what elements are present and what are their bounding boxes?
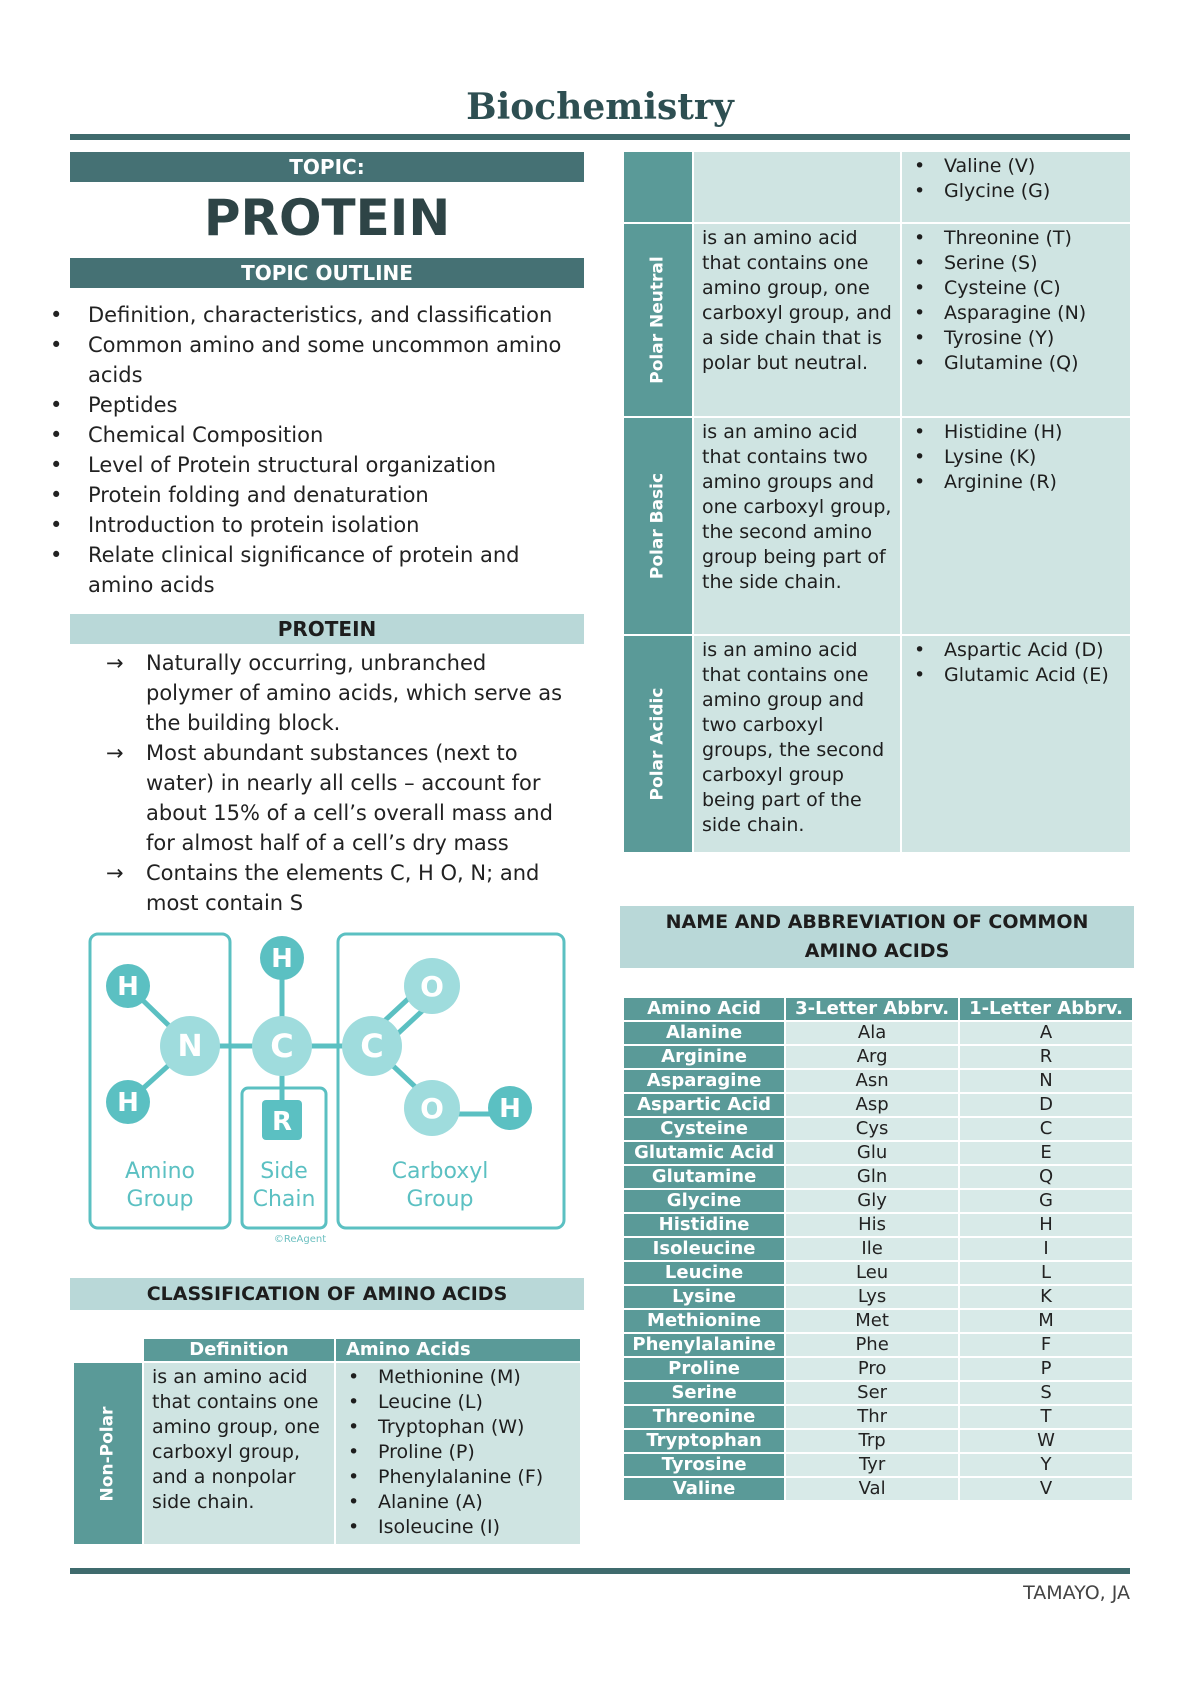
amino-acid-structure-diagram: [70, 928, 584, 1248]
list-item: • Leucine (L): [342, 1390, 576, 1415]
three-letter-abbr: Met: [786, 1310, 958, 1332]
classification-heading: CLASSIFICATION OF AMINO ACIDS: [70, 1278, 584, 1310]
carboxyl-group-label-1: Carboxyl: [391, 1159, 489, 1184]
one-letter-abbr: P: [960, 1358, 1132, 1380]
three-letter-abbr: Glu: [786, 1142, 958, 1164]
three-letter-abbr: Val: [786, 1478, 958, 1500]
one-letter-abbr: A: [960, 1022, 1132, 1044]
category-polar-basic: Polar Basic: [624, 418, 692, 634]
amino-acid-name: Lysine: [624, 1286, 784, 1308]
col-3-letter: 3-Letter Abbrv.: [786, 998, 958, 1020]
svg-text:H: H: [117, 972, 139, 1002]
three-letter-abbr: His: [786, 1214, 958, 1236]
polar-acidic-definition: is an amino acid that contains one amino group and two carboxyl groups, the second carboxyl group being part of the side chain.: [694, 636, 900, 852]
table-row: [624, 1310, 1132, 1332]
atom-h-top: [260, 936, 304, 980]
amino-acid-name: Tryptophan: [624, 1430, 784, 1452]
three-letter-abbr: Arg: [786, 1046, 958, 1068]
outline-item: • Peptides: [50, 390, 580, 420]
list-item: • Histidine (H): [908, 420, 1126, 445]
outline-list: [50, 300, 580, 600]
polar-basic-acids: [908, 420, 1126, 495]
abbreviation-heading: NAME AND ABBREVIATION OF COMMON AMINO ACIDS: [620, 906, 1134, 968]
svg-text:O: O: [420, 1092, 444, 1125]
svg-text:N: N: [177, 1029, 203, 1064]
three-letter-abbr: Ser: [786, 1382, 958, 1404]
amino-acid-name: Cysteine: [624, 1118, 784, 1140]
topic-name: PROTEIN: [203, 189, 451, 247]
table-row: [624, 1046, 1132, 1068]
one-letter-abbr: N: [960, 1070, 1132, 1092]
amino-acid-name: Serine: [624, 1382, 784, 1404]
three-letter-abbr: Ala: [786, 1022, 958, 1044]
polar-acidic-acids: [908, 638, 1126, 688]
list-item: • Cysteine (C): [908, 276, 1126, 301]
table-row: [624, 1358, 1132, 1380]
outline-item: • Chemical Composition: [50, 420, 580, 450]
amino-acid-name: Tyrosine: [624, 1454, 784, 1476]
svg-text:H: H: [499, 1094, 521, 1124]
list-item: • Lysine (K): [908, 445, 1126, 470]
amino-acid-name: Glutamine: [624, 1166, 784, 1188]
amino-acid-name: Asparagine: [624, 1070, 784, 1092]
amino-acid-name: Glutamic Acid: [624, 1142, 784, 1164]
three-letter-abbr: Thr: [786, 1406, 958, 1428]
amino-acid-name: Valine: [624, 1478, 784, 1500]
three-letter-abbr: Lys: [786, 1286, 958, 1308]
table-row: [624, 1070, 1132, 1092]
three-letter-abbr: Leu: [786, 1262, 958, 1284]
side-chain-label-2: Chain: [252, 1187, 316, 1212]
one-letter-abbr: Y: [960, 1454, 1132, 1476]
outline-item: • Relate clinical significance of protein and amino acids: [50, 540, 580, 600]
topic-label-bar: TOPIC:: [70, 152, 584, 182]
three-letter-abbr: Cys: [786, 1118, 958, 1140]
table-row: [624, 1214, 1132, 1236]
list-item: • Tryptophan (W): [342, 1415, 576, 1440]
list-item: • Proline (P): [342, 1440, 576, 1465]
one-letter-abbr: L: [960, 1262, 1132, 1284]
list-item: • Arginine (R): [908, 470, 1126, 495]
category-nonpolar-continued: [624, 152, 692, 222]
nonpolar-definition: is an amino acid that contains one amino group, one carboxyl group, and a nonpolar side chain.: [144, 1363, 334, 1544]
three-letter-abbr: Asn: [786, 1070, 958, 1092]
one-letter-abbr: E: [960, 1142, 1132, 1164]
one-letter-abbr: S: [960, 1382, 1132, 1404]
amino-acid-name: Phenylalanine: [624, 1334, 784, 1356]
category-polar-neutral: Polar Neutral: [624, 224, 692, 416]
three-letter-abbr: Phe: [786, 1334, 958, 1356]
list-item: • Methionine (M): [342, 1365, 576, 1390]
amino-acid-name: Arginine: [624, 1046, 784, 1068]
amino-group-label-1: Amino: [125, 1159, 195, 1184]
table-row: [624, 1022, 1132, 1044]
protein-point: → Contains the elements C, H O, N; and most contain S: [106, 858, 576, 918]
one-letter-abbr: Q: [960, 1166, 1132, 1188]
protein-points: [106, 648, 576, 918]
polar-neutral-definition: is an amino acid that contains one amino group, one carboxyl group, and a side chain that is polar but neutral.: [694, 224, 900, 416]
three-letter-abbr: Asp: [786, 1094, 958, 1116]
list-item: • Glycine (G): [908, 179, 1126, 204]
protein-point: → Naturally occurring, unbranched polymer of amino acids, which serve as the building block.: [106, 648, 576, 738]
outline-item: • Definition, characteristics, and classification: [50, 300, 580, 330]
table-row: [624, 1406, 1132, 1428]
amino-acid-name: Leucine: [624, 1262, 784, 1284]
atom-r: [262, 1100, 302, 1140]
one-letter-abbr: T: [960, 1406, 1132, 1428]
one-letter-abbr: H: [960, 1214, 1132, 1236]
table-row: [624, 1118, 1132, 1140]
abbreviation-rows: [624, 1022, 1132, 1500]
outline-heading: TOPIC OUTLINE: [70, 258, 584, 288]
amino-group-label-2: Group: [126, 1187, 194, 1212]
one-letter-abbr: I: [960, 1238, 1132, 1260]
diagram-credit: ©ReAgent: [273, 1234, 327, 1245]
atom-c-carboxyl: [342, 1016, 402, 1076]
table-row: [624, 1238, 1132, 1260]
svg-text:C: C: [270, 1027, 294, 1065]
table-row: [624, 1094, 1132, 1116]
three-letter-abbr: Trp: [786, 1430, 958, 1452]
protein-point: → Most abundant substances (next to water) in nearly all cells – account for about 15% of a cell’s overall mass and for almost half of a cell’s dry mass: [106, 738, 576, 858]
three-letter-abbr: Tyr: [786, 1454, 958, 1476]
one-letter-abbr: W: [960, 1430, 1132, 1452]
list-item: • Glutamine (Q): [908, 351, 1126, 376]
table-row: [624, 1142, 1132, 1164]
carboxyl-group-label-2: Group: [406, 1187, 474, 1212]
list-item: • Glutamic Acid (E): [908, 663, 1126, 688]
three-letter-abbr: Gly: [786, 1190, 958, 1212]
outline-item: • Level of Protein structural organization: [50, 450, 580, 480]
col-1-letter: 1-Letter Abbrv.: [960, 998, 1132, 1020]
amino-acid-name: Proline: [624, 1358, 784, 1380]
amino-acid-name: Alanine: [624, 1022, 784, 1044]
polar-basic-definition: is an amino acid that contains two amino groups and one carboxyl group, the second amino group being part of the side chain.: [694, 418, 900, 634]
list-item: • Asparagine (N): [908, 301, 1126, 326]
atom-c-alpha: [252, 1016, 312, 1076]
nonpolar-acids-continued: [908, 154, 1126, 204]
list-item: • Phenylalanine (F): [342, 1465, 576, 1490]
one-letter-abbr: K: [960, 1286, 1132, 1308]
amino-acid-name: Histidine: [624, 1214, 784, 1236]
classification-table-right: [622, 150, 1132, 854]
footer-author: TAMAYO, JA: [1023, 1582, 1130, 1604]
atom-h-hydroxyl: [488, 1086, 532, 1130]
protein-heading: PROTEIN: [70, 614, 584, 644]
one-letter-abbr: V: [960, 1478, 1132, 1500]
footer-rule: [70, 1568, 1130, 1574]
svg-text:H: H: [271, 944, 293, 974]
table-row: [624, 1382, 1132, 1404]
nonpolar-acids: [342, 1365, 576, 1540]
abbreviation-table: [622, 996, 1134, 1502]
classification-table-left: [72, 1337, 582, 1546]
three-letter-abbr: Gln: [786, 1166, 958, 1188]
three-letter-abbr: Pro: [786, 1358, 958, 1380]
amino-acid-name: Methionine: [624, 1310, 784, 1332]
atom-h2: [106, 1080, 150, 1124]
one-letter-abbr: G: [960, 1190, 1132, 1212]
amino-acid-name: Aspartic Acid: [624, 1094, 784, 1116]
atom-o-double: [404, 958, 460, 1014]
polar-neutral-acids: [908, 226, 1126, 376]
col-amino-acids: Amino Acids: [336, 1339, 580, 1361]
svg-text:C: C: [360, 1027, 384, 1065]
list-item: • Serine (S): [908, 251, 1126, 276]
table-row: [624, 1190, 1132, 1212]
svg-text:O: O: [420, 970, 444, 1003]
one-letter-abbr: C: [960, 1118, 1132, 1140]
category-polar-acidic: Polar Acidic: [624, 636, 692, 852]
outline-item: • Introduction to protein isolation: [50, 510, 580, 540]
list-item: • Tyrosine (Y): [908, 326, 1126, 351]
col-amino-acid: Amino Acid: [624, 998, 784, 1020]
table-row: [624, 1334, 1132, 1356]
outline-item: • Common amino and some uncommon amino acids: [50, 330, 580, 390]
amino-acid-name: Glycine: [624, 1190, 784, 1212]
list-item: • Aspartic Acid (D): [908, 638, 1126, 663]
table-row: [624, 1430, 1132, 1452]
amino-acid-name: Isoleucine: [624, 1238, 784, 1260]
one-letter-abbr: D: [960, 1094, 1132, 1116]
atom-n: [160, 1016, 220, 1076]
svg-text:R: R: [271, 1107, 293, 1137]
table-row: [624, 1478, 1132, 1500]
one-letter-abbr: F: [960, 1334, 1132, 1356]
col-definition: Definition: [144, 1339, 334, 1361]
table-row: [624, 1454, 1132, 1476]
list-item: • Valine (V): [908, 154, 1126, 179]
category-nonpolar: Non-Polar: [74, 1363, 142, 1544]
page-title: Biochemistry: [466, 86, 734, 128]
table-row: [624, 1286, 1132, 1308]
amino-acid-name: Threonine: [624, 1406, 784, 1428]
svg-text:H: H: [117, 1088, 139, 1118]
list-item: • Isoleucine (I): [342, 1515, 576, 1540]
atom-h1: [106, 964, 150, 1008]
one-letter-abbr: R: [960, 1046, 1132, 1068]
table-row: [624, 1262, 1132, 1284]
list-item: • Threonine (T): [908, 226, 1126, 251]
list-item: • Alanine (A): [342, 1490, 576, 1515]
header-rule: [70, 134, 1130, 140]
atom-o-hydroxyl: [404, 1080, 460, 1136]
three-letter-abbr: Ile: [786, 1238, 958, 1260]
side-chain-label-1: Side: [260, 1159, 308, 1184]
table-row: [624, 1166, 1132, 1188]
outline-item: • Protein folding and denaturation: [50, 480, 580, 510]
one-letter-abbr: M: [960, 1310, 1132, 1332]
